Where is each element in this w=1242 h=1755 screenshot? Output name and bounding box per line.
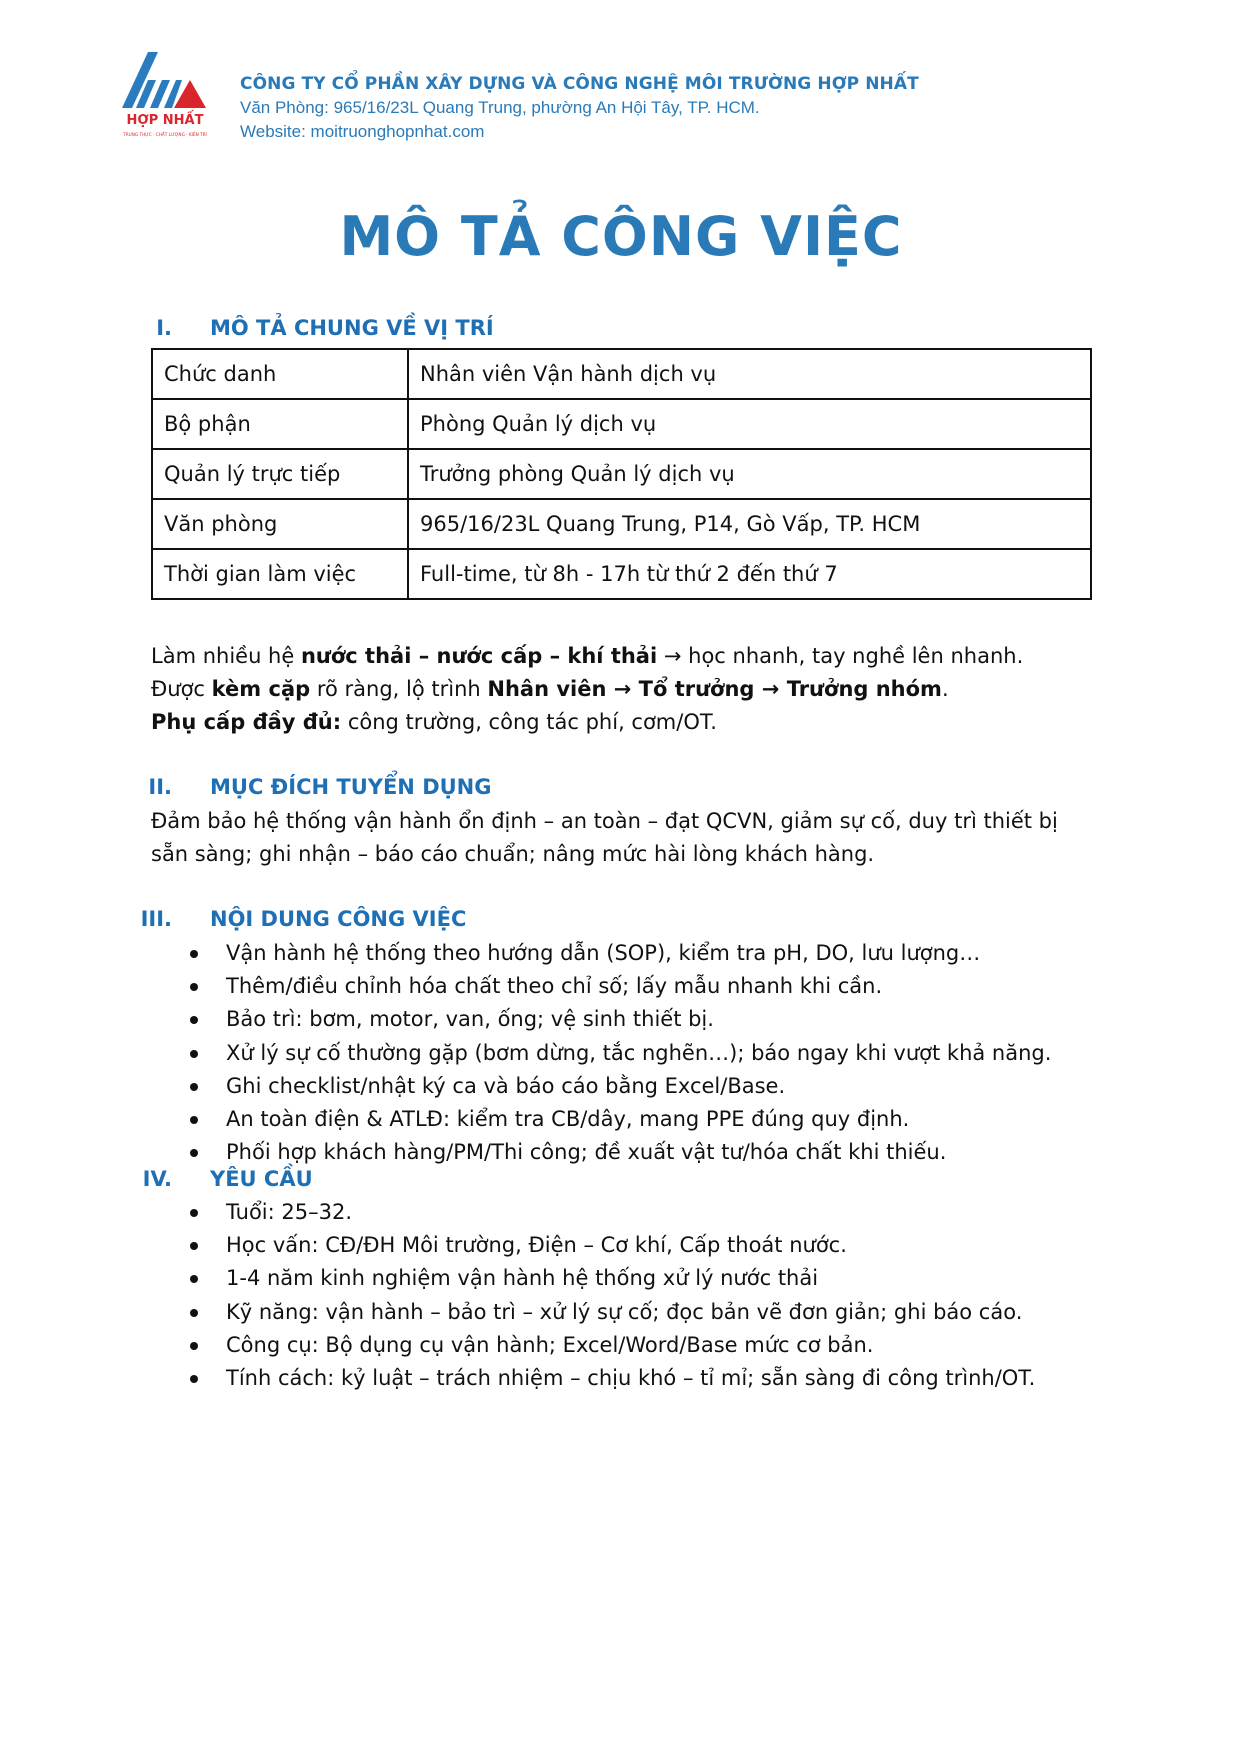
table-value: Phòng Quản lý dịch vụ bbox=[408, 399, 1091, 449]
company-website: Website: moitruonghopnhat.com bbox=[240, 122, 485, 141]
table-value: Trưởng phòng Quản lý dịch vụ bbox=[408, 449, 1091, 499]
bullet-icon bbox=[190, 1342, 198, 1350]
bullet-icon bbox=[190, 1116, 198, 1124]
bullet-icon bbox=[190, 1209, 198, 1217]
list-item bbox=[151, 970, 1111, 1003]
duties-list bbox=[151, 937, 1111, 1169]
list-item-text: Bảo trì: bơm, motor, van, ống; vệ sinh thiết bị. bbox=[226, 1007, 714, 1032]
bullet-icon bbox=[190, 1016, 198, 1024]
list-item-text: Phối hợp khách hàng/PM/Thi công; đề xuất vật tư/hóa chất khi thiếu. bbox=[226, 1140, 947, 1165]
table-value: Full-time, từ 8h - 17h từ thứ 2 đến thứ 7 bbox=[408, 549, 1091, 599]
table-row bbox=[152, 399, 1091, 449]
section-number: I. bbox=[156, 316, 172, 340]
table-row bbox=[152, 349, 1091, 399]
page-title: MÔ TẢ CÔNG VIỆC bbox=[339, 205, 903, 268]
list-item bbox=[151, 1229, 1111, 1262]
position-info-table bbox=[151, 348, 1092, 600]
bold-text: kèm cặp bbox=[211, 677, 311, 701]
section-title: MỤC ĐÍCH TUYỂN DỤNG bbox=[210, 775, 492, 799]
list-item bbox=[151, 1070, 1111, 1103]
section-title: MÔ TẢ CHUNG VỀ VỊ TRÍ bbox=[210, 316, 494, 340]
section-number: III. bbox=[140, 907, 172, 931]
text: Làm nhiều hệ bbox=[151, 644, 301, 668]
list-item-text: Xử lý sự cố thường gặp (bơm dừng, tắc nghẽn…); báo ngay khi vượt khả năng. bbox=[226, 1040, 1052, 1065]
section-title: NỘI DUNG CÔNG VIỆC bbox=[210, 907, 467, 931]
requirements-list bbox=[151, 1196, 1111, 1395]
section-number: II. bbox=[148, 775, 172, 799]
bullet-icon bbox=[190, 1275, 198, 1283]
bullet-icon bbox=[190, 983, 198, 991]
bullet-icon bbox=[190, 1083, 198, 1091]
bullet-icon bbox=[190, 1309, 198, 1317]
text: . bbox=[941, 677, 949, 701]
bold-text: Nhân viên bbox=[487, 677, 607, 701]
table-label: Quản lý trực tiếp bbox=[152, 449, 408, 499]
list-item-text: 1-4 năm kinh nghiệm vận hành hệ thống xử lý nước thải bbox=[226, 1266, 819, 1291]
company-logo bbox=[118, 52, 212, 144]
text: rõ ràng, lộ trình bbox=[310, 677, 488, 701]
svg-text:TRUNG THỰC - CHẤT LƯỢNG - KIÊN: TRUNG THỰC - CHẤT LƯỢNG - KIÊN TRÌ bbox=[123, 132, 207, 137]
purpose-text: Đảm bảo hệ thống vận hành ổn định – an toàn – đạt QCVN, giảm sự cố, duy trì thiết bị sẵn sàng; ghi nhận – báo cáo chuẩn; nâng mức hài lòng khách hàng. bbox=[151, 809, 1058, 866]
list-item bbox=[151, 1262, 1111, 1295]
list-item bbox=[151, 1103, 1111, 1136]
company-name: CÔNG TY CỔ PHẦN XÂY DỰNG VÀ CÔNG NGHỆ MÔI TRƯỜNG HỢP NHẤT bbox=[240, 74, 919, 94]
list-item bbox=[151, 1296, 1111, 1329]
section-number: IV. bbox=[142, 1167, 172, 1191]
table-value: Nhân viên Vận hành dịch vụ bbox=[408, 349, 1091, 399]
text: → học nhanh, tay nghề lên nhanh. bbox=[657, 644, 1024, 668]
company-info bbox=[240, 74, 919, 142]
text: công trường, công tác phí, cơm/OT. bbox=[341, 710, 717, 734]
company-office: Văn Phòng: 965/16/23L Quang Trung, phường An Hội Tây, TP. HCM. bbox=[240, 98, 760, 117]
list-item bbox=[151, 1003, 1111, 1036]
section-title: YÊU CẦU bbox=[210, 1167, 313, 1191]
bullet-icon bbox=[190, 1050, 198, 1058]
table-label: Chức danh bbox=[152, 349, 408, 399]
list-item-text: Vận hành hệ thống theo hướng dẫn (SOP), kiểm tra pH, DO, lưu lượng… bbox=[226, 941, 981, 965]
list-item bbox=[151, 1196, 1111, 1229]
arrow: → bbox=[754, 677, 787, 701]
list-item-text: Học vấn: CĐ/ĐH Môi trường, Điện – Cơ khí, Cấp thoát nước. bbox=[226, 1233, 847, 1258]
list-item-text: An toàn điện & ATLĐ: kiểm tra CB/dây, mang PPE đúng quy định. bbox=[226, 1107, 910, 1132]
arrow: → bbox=[606, 677, 639, 701]
text: Được bbox=[151, 677, 212, 701]
list-item-text: Công cụ: Bộ dụng cụ vận hành; Excel/Word/Base mức cơ bản. bbox=[226, 1332, 874, 1357]
table-label: Văn phòng bbox=[152, 499, 408, 549]
table-label: Thời gian làm việc bbox=[152, 549, 408, 599]
bullet-icon bbox=[190, 950, 198, 958]
highlight-line bbox=[151, 673, 1101, 706]
bold-text: Trưởng nhóm bbox=[786, 677, 942, 701]
section-heading-1 bbox=[100, 316, 494, 340]
list-item-text: Tính cách: kỷ luật – trách nhiệm – chịu khó – tỉ mỉ; sẵn sàng đi công trình/OT. bbox=[226, 1366, 1036, 1391]
list-item bbox=[151, 937, 1111, 970]
table-row bbox=[152, 449, 1091, 499]
table-row bbox=[152, 549, 1091, 599]
list-item bbox=[151, 1362, 1111, 1395]
highlights bbox=[151, 640, 1101, 739]
section-heading-3 bbox=[100, 907, 466, 931]
bullet-icon bbox=[190, 1149, 198, 1157]
list-item-text: Ghi checklist/nhật ký ca và báo cáo bằng Excel/Base. bbox=[226, 1073, 786, 1098]
svg-text:HỢP NHẤT: HỢP NHẤT bbox=[126, 113, 204, 128]
bullet-icon bbox=[190, 1242, 198, 1250]
list-item bbox=[151, 1037, 1111, 1070]
table-row bbox=[152, 499, 1091, 549]
section-heading-2 bbox=[100, 775, 492, 799]
bold-text: Tổ trưởng bbox=[638, 677, 755, 701]
table-label: Bộ phận bbox=[152, 399, 408, 449]
highlight-line bbox=[151, 706, 1101, 739]
list-item-text: Thêm/điều chỉnh hóa chất theo chỉ số; lấy mẫu nhanh khi cần. bbox=[226, 974, 883, 999]
list-item-text: Kỹ năng: vận hành – bảo trì – xử lý sự cố; đọc bản vẽ đơn giản; ghi báo cáo. bbox=[226, 1299, 1023, 1324]
bold-text: Phụ cấp đầy đủ: bbox=[151, 710, 342, 734]
highlight-line bbox=[151, 640, 1101, 673]
section-heading-4 bbox=[100, 1167, 313, 1191]
table-value: 965/16/23L Quang Trung, P14, Gò Vấp, TP. HCM bbox=[408, 499, 1091, 549]
bullet-icon bbox=[190, 1375, 198, 1383]
logo-mark-icon bbox=[118, 52, 212, 144]
list-item bbox=[151, 1136, 1111, 1169]
bold-text: nước thải – nước cấp – khí thải bbox=[300, 644, 658, 668]
list-item-text: Tuổi: 25–32. bbox=[226, 1200, 352, 1224]
list-item bbox=[151, 1329, 1111, 1362]
